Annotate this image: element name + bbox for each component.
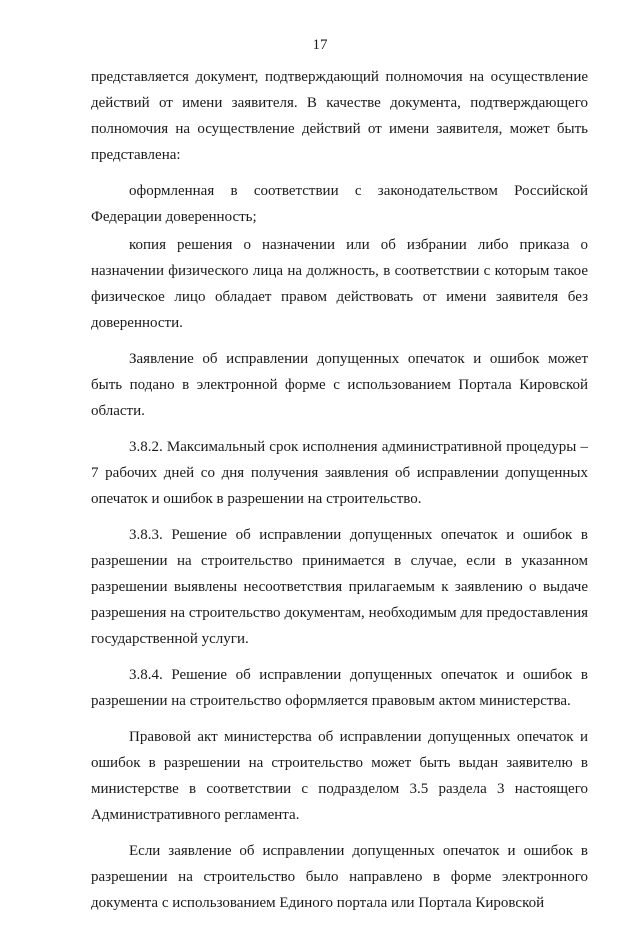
paragraph: Если заявление об исправлении допущенных опечаток и ошибок в разрешении на строительство было направлено в форме электронного документа с использованием Единого портала или Портала Кировской	[91, 843, 588, 911]
paragraph: Заявление об исправлении допущенных опечаток и ошибок может быть подано в электронной форме с использованием Портала Кировской области.	[91, 351, 588, 419]
document-body	[91, 64, 588, 926]
paragraph: 3.8.3. Решение об исправлении допущенных опечаток и ошибок в разрешении на строительство принимается в случае, если в указанном разрешении выявлены несоответствия прилагаемым к заявлению о выдаче разрешения на строительство документам, необходимым для предоставления государственной услуги.	[91, 527, 588, 647]
paragraph: 3.8.2. Максимальный срок исполнения административной процедуры – 7 рабочих дней со дня получения заявления об исправлении допущенных опечаток и ошибок в разрешении на строительство.	[91, 439, 588, 507]
paragraph: оформленная в соответствии с законодательством Российской Федерации доверенность;	[91, 183, 588, 225]
paragraph: 3.8.4. Решение об исправлении допущенных опечаток и ошибок в разрешении на строительство оформляется правовым актом министерства.	[91, 667, 588, 709]
paragraph: представляется документ, подтверждающий полномочия на осуществление действий от имени заявителя. В качестве документа, подтверждающего полномочия на осуществление действий от имени заявителя, может быть представлена:	[91, 69, 588, 163]
paragraph: Правовой акт министерства об исправлении допущенных опечаток и ошибок в разрешении на строительство может быть выдан заявителю в министерстве в соответствии с подразделом 3.5 раздела 3 настоящего Административного регламента.	[91, 729, 588, 823]
paragraph: копия решения о назначении или об избрании либо приказа о назначении физического лица на должность, в соответствии с которым такое физическое лицо обладает правом действовать от имени заявителя без доверенности.	[91, 237, 588, 331]
page-number: 17	[312, 37, 328, 53]
